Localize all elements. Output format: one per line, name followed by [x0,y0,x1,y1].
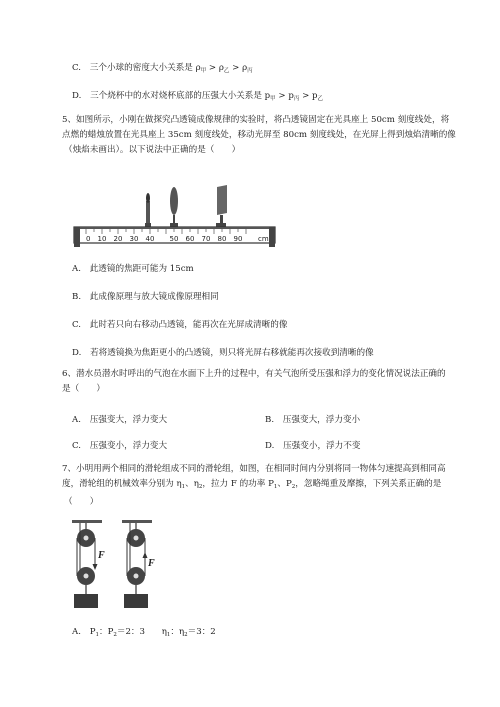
candle-icon [145,193,151,227]
option-text: 压强变小，浮力变大 [89,441,168,451]
q7-stem [62,462,482,510]
option-text: > ρ [229,63,248,73]
ruler-label: 70 [201,235,211,243]
q5-option-b[interactable] [72,291,482,303]
option-text: 此时若只向右移动凸透镜，能再次在光屏成清晰的像 [89,320,288,330]
ruler-label: 90 [233,235,243,243]
subscript: 2 [291,484,296,490]
q5-option-d[interactable] [72,347,482,359]
force-label: F [148,558,155,569]
pulley-system-1 [74,523,105,608]
formula-text: ＝3：2 [187,627,216,637]
pulley-systems-svg [66,518,166,610]
q7-stem-line [62,477,482,495]
ruler-unit: cm [258,235,269,243]
ruler-label: 60 [185,235,195,243]
option-label: A. [72,415,81,425]
subscript: 丙 [247,68,253,74]
subscript: 2 [198,484,203,490]
formula-text: η [161,627,167,637]
q5-option-c[interactable] [72,319,482,331]
q6-stem [62,367,482,397]
option-text [162,627,216,637]
q5-stem-line: 5、如图所示，小刚在做探究凸透镜成像规律的实验时，将凸透镜固定在光具座上 50cm 刻度线处，将 [62,115,450,125]
formula-text: P [89,627,96,637]
option-label: C. [72,63,82,73]
force-label: F [98,550,105,561]
option-text: > p [299,91,318,101]
q6-option-d[interactable] [265,440,360,452]
option-text: 三个烧杯中的水对烧杯底部的压强大小关系是 p [90,91,271,101]
q5-stem-line: （烛焰未画出）。以下说法中正确的是（ ） [64,145,241,155]
option-label: C. [72,441,82,451]
pulley-systems-figure [66,518,166,610]
option-label: D. [72,91,82,101]
ruler-label: 40 [145,235,155,243]
option-label: C. [72,320,82,330]
option-text: > p [275,91,294,101]
q6-option-a[interactable] [72,414,167,426]
ruler-label: 0 [86,235,91,243]
q6-stem-line: 是（ ） [62,384,105,394]
ruler-label: 20 [113,235,123,243]
option-label: A. [72,264,81,274]
option-text: 此透镜的焦距可能为 15cm [89,264,194,274]
option-text: 压强变大，浮力变小 [282,415,361,425]
optical-bench-svg [72,185,277,247]
option-text: 若将透镜换为焦距更小的凸透镜，则只将光屏右移就能再次接收到清晰的像 [90,348,374,358]
q5-stem-line: 点燃的蜡烛放置在光具座上 35cm 刻度线处，移动光屏至 80cm 刻度线处，在光屏上得到烛焰清晰的像 [62,130,456,140]
subscript: 1 [95,632,99,638]
option-label: D. [265,441,275,451]
formula-text: ：η [170,627,185,637]
option-text [90,627,145,637]
ruler-labels [86,235,269,243]
q7-stem-line: （ ） [64,497,99,507]
subscript: 乙 [223,68,230,74]
q5-stem [62,113,482,158]
q5-option-a[interactable] [72,263,482,275]
optical-bench-figure [72,185,277,247]
subscript: 乙 [317,96,324,102]
subscript: 1 [181,484,186,490]
option-text: 三个小球的密度大小关系是 ρ [89,63,201,73]
stem-text: 、η [185,479,199,489]
q6-stem-line: 6、潜水员潜水时呼出的气泡在水面下上升的过程中，有关气泡所受压强和浮力的变化情况说法正确的 [62,369,446,379]
option-text: 压强变小，浮力不变 [283,441,361,451]
option-text: 此成像原理与放大镜成像原理相同 [89,292,219,302]
ruler-label: 30 [129,235,139,243]
stem-text: ，忽略绳重及摩擦，下列关系正确的是 [295,479,442,489]
option-label: B. [265,415,275,425]
subscript: 1 [166,632,171,638]
subscript: 1 [273,484,278,490]
q7-stem-line: 7、小明用两个相同的滑轮组成不同的滑轮组，如图，在相同时间内分别将同一物体匀速提高到相同高 [62,464,446,474]
subscript: 丙 [293,96,300,102]
option-label: A. [72,627,81,637]
ruler-label: 10 [97,235,107,243]
ceiling-mount [72,520,102,523]
pulley-system-2 [124,523,155,608]
stem-text: 度，滑轮组的机械效率分别为 η [62,479,182,489]
subscript: 2 [113,632,117,638]
subscript: 甲 [270,96,276,102]
q5-options [72,263,482,359]
weight-block [74,594,98,608]
q4-option-c [72,62,253,77]
stem-text: 、P [277,479,292,489]
option-text: 压强变大，浮力变大 [89,415,168,425]
weight-block [124,594,148,608]
q4-option-d [72,90,323,105]
formula-text: ：P [98,627,114,637]
convex-lens-icon [170,187,178,227]
q6-option-c[interactable] [72,440,167,452]
ceiling-mount [122,520,152,523]
option-label: B. [72,292,82,302]
q6-option-b[interactable] [265,414,360,426]
q7-option-a[interactable] [72,626,216,641]
ruler-label: 50 [169,235,179,243]
option-label: D. [72,348,82,358]
light-screen-icon [216,185,227,227]
option-text: > ρ [206,63,224,73]
stem-text: ，拉力 F 的功率 P [202,479,274,489]
subscript: 甲 [200,68,207,74]
ruler-label: 80 [217,235,227,243]
formula-text: ＝2：3 [116,627,145,637]
subscript: 2 [184,632,188,638]
